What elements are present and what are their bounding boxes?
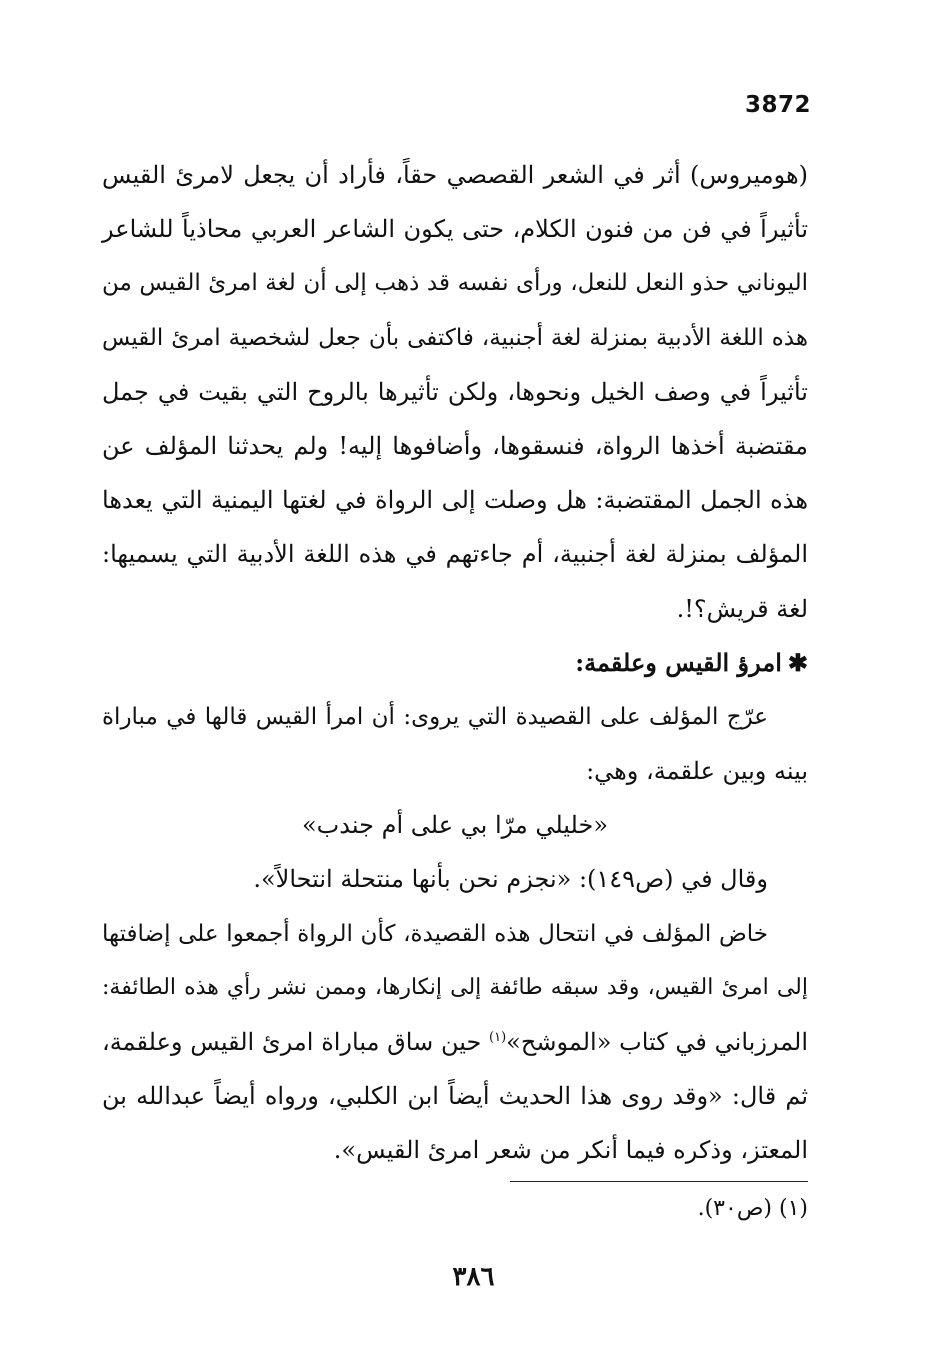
text-line: بينه وبين علقمة، وهي: xyxy=(586,757,808,786)
text-line-with-footnote xyxy=(102,1015,808,1069)
text-fragment: المرزباني في كتاب «الموشح» xyxy=(506,1028,809,1056)
text-line: تأثيراً في فن من فنون الكلام، حتى يكون الشاعر العربي محاذياً للشاعر xyxy=(102,215,808,244)
text-line: هذه اللغة الأدبية بمنزلة لغة أجنبية، فاكتفى بأن جعل لشخصية امرئ القيس xyxy=(102,324,808,351)
section-heading-text: امرؤ القيس وعلقمة: xyxy=(575,647,782,677)
text-line: المؤلف بمنزلة لغة أجنبية، أم جاءتهم في هذه اللغة الأدبية التي يسميها: xyxy=(102,540,808,569)
footnote-marker: (١) xyxy=(489,1030,507,1045)
section-heading xyxy=(102,636,808,690)
verse-line: «خليلي مرّا بي على أم جندب» xyxy=(302,811,608,840)
text-line: المعتز، وذكره فيما أنكر من شعر امرئ القيس». xyxy=(333,1136,808,1165)
text-line: ثم قال: «وقد روى هذا الحديث أيضاً ابن الكلبي، ورواه أيضاً عبدالله بن xyxy=(102,1082,808,1111)
text-line: هذه الجمل المقتضبة: هل وصلت إلى الرواة في لغتها اليمنية التي يعدها xyxy=(102,486,808,515)
text-line: لغة قريش؟!. xyxy=(676,594,808,623)
text-line: اليوناني حذو النعل للنعل، ورأى نفسه قد ذهب إلى أن لغة امرئ القيس من xyxy=(102,270,808,297)
section-paragraph xyxy=(102,690,808,798)
footnote-divider xyxy=(510,1181,808,1182)
paragraph-1 xyxy=(102,148,808,636)
star-bullet-icon: ✱ xyxy=(787,647,808,677)
footnote: (١) (ص٣٠). xyxy=(697,1196,808,1221)
page-number-bottom: ٣٨٦ xyxy=(452,1262,495,1292)
text-fragment: حين ساق مباراة امرئ القيس وعلقمة، xyxy=(102,1028,490,1056)
quote-line: وقال في (ص١٤٩): «نجزم نحن بأنها منتحلة انتحالاً». xyxy=(253,865,768,894)
page-number-top: 3872 xyxy=(744,92,811,118)
text-line: خاض المؤلف في انتحال هذه القصيدة، كأن الرواة أجمعوا على إضافتها xyxy=(102,920,768,947)
text-line: تأثيراً في وصف الخيل ونحوها، ولكن تأثيرها بالروح التي بقيت في جمل xyxy=(102,377,808,406)
text-line: عرّج المؤلف على القصيدة التي يروى: أن امرأ القيس قالها في مباراة xyxy=(102,703,768,730)
page-body xyxy=(102,148,808,1178)
final-paragraph xyxy=(102,907,808,1178)
text-line: إلى امرئ القيس، وقد سبقه طائفة إلى إنكارها، وممن نشر رأي هذه الطائفة: xyxy=(102,974,808,1000)
text-line: (هوميروس) أثر في الشعر القصصي حقاً، فأراد أن يجعل لامرئ القيس xyxy=(102,161,808,189)
text-line: مقتضبة أخذها الرواة، فنسقوها، وأضافوها إليه! ولم يحدثنا المؤلف عن xyxy=(102,431,808,460)
